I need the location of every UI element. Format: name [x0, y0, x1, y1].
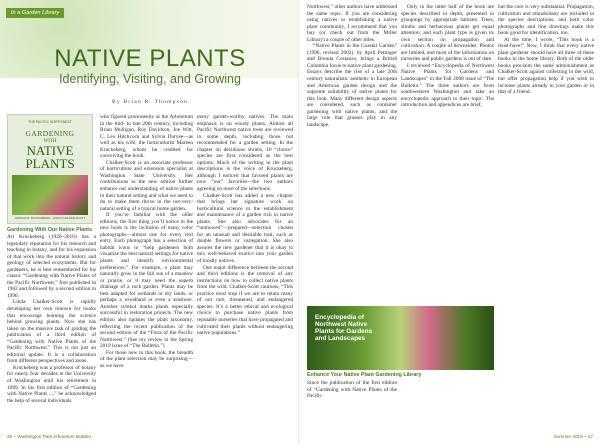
paragraph: “Native Plants in the Coastal Garden” (1996, revised 2002), by April Pettinger and Brenda Costanzo, brings a British Columbia focus to native plant gardening. Essays describe the rise of a late 20th century naturalistic aesthetic in European and American garden design and the supreme suitability of native plants for this look. Many different design aspects are considered, such as container gardening with native plants, and the large role that grasses play in any landscape. — [307, 43, 397, 128]
right-page — [300, 0, 600, 444]
book-cover-line1: GARDENING — [25, 129, 75, 138]
book-cover-region: THE PACIFIC NORTHWEST — [28, 120, 72, 124]
footer-left: 26 ~ Washington Park Arboretum Bulletin — [7, 434, 91, 439]
book-caption: Gardening With Our Native Plants — [7, 227, 93, 233]
paragraph: I reviewed “Encyclopedia of Northwest Native Plants for Gardens and Landscapes” in the Fall 2008 issue of “The Bulletin.” The three authors are from southwestern Washington and take an encyclopedic approach to their topic. The introduction and appendices are brief, — [401, 62, 494, 109]
section-tag: In a Garden Library — [6, 8, 64, 18]
book-cover-authors: ARTHUR R. KRUCKEBERG · LINDA CHALKER-SCOTT — [14, 216, 86, 220]
paragraph: Since the publication of the first edition of “Gardening with Native Plants of the Pacific — [307, 380, 397, 400]
book-photo-encyclopedia — [307, 306, 494, 370]
left-column-1 — [7, 227, 96, 404]
paragraph: Kruckeberg was a professor of botany for nearly four decades at the University of Washington until his retirement in 1989. In his first edition of “Gardening with Native Plants ...,” he acknowledged the help of several individuals — [7, 364, 96, 404]
paragraph: Chalker-Scott has added a new chapter that brings her signature work on horticultural science to the establishment and maintenance of a garden rich in native plants. She also advocates for an “unmowed”—prepared—selection chosen for an unusual and desirable trait, such as double flowers or variegation. She also assures the new gardener that it is okay to mix well-behaved exotics into your garden of mostly natives. — [197, 192, 293, 265]
left-column-2 — [100, 114, 193, 369]
paragraph: Linda Chalker-Scott is rapidly developing her own renown for books that encourage learning the science behind growing plants. Now she has taken on the massive task of guiding the publication of a third edition of “Gardening with Native Plants of the Pacific Northwest.” This is not just an editorial update. It is a collaboration from different perspectives and areas. — [7, 299, 96, 365]
left-column-3 — [197, 114, 293, 337]
footer-right: Summer 2019 ~ 27 — [553, 434, 593, 439]
right-column-1 — [307, 4, 397, 128]
book2-title: Encyclopedia of Northwest Native Plants for Gardens and Landscapes — [315, 314, 373, 342]
paragraph: Art Kruckeberg (1920–2016) has a legendary reputation for his research and teaching in botany, and for his expansion of that work into the natural history and geology of selected ecosystems. But for gardeners, he is best remembered for his classic “Gardening with Native Plants of the Pacific Northwest,” first published in 1982 and followed by a second edition in 1996. — [7, 234, 96, 299]
paragraph: Northwest,” other authors have addressed the same topic. If you are considering using natives or establishing a native plant community, I recommend that you buy (or check out from the Miller Library) a couple of other titles. — [307, 4, 397, 43]
page-title: NATIVE PLANTS — [54, 45, 246, 72]
paragraph: but the core is very substantial. Propagation, cultivation and ethnobotany are included in the species descriptions, and both color photographs and line drawings make this book good for identification, too. — [498, 4, 594, 37]
paragraph: Only in the latter half of the book are species described in depth, presented in groupings by appropriate habitats. Trees, shrubs and herbaceous plants get equal attention, and each plant type is given its own section on propagation and cultivation. A couple of downsides: Photos are limited, and most of the information on nurseries and public gardens is out of date. — [401, 4, 494, 63]
right-caption-text — [307, 380, 397, 400]
book-cover-line2: WITH — [43, 139, 57, 144]
byline: By Brian R. Thompson — [111, 99, 189, 105]
paragraph: Chalker-Scott is an associate professor of horticulture and extension specialist at Washington State University. Her contributions to the new edition further enhance our understanding of native plants in their natural setting and what we need to do to make them thrive in the not-very-natural setting of a typical home garden. — [100, 159, 193, 212]
paragraph: If you’re familiar with the older editions, the first thing you’ll notice in the new book is the inclusion of many color photographs—almost one for every text entry. Each photograph has a selection of habitat icons to “help gardeners both visualize the best natural settings for native plants and identify environmental preferences.” For example, a plant may naturally grow in the full sun of a meadow or prairie, or it may need the superb drainage of a rock garden. Plants may be best adapted for wetlands or dry lands, or perhaps a woodland or even a seashore. Another symbol marks plants especially successful in restoration projects. The new edition also updates the plant taxonomy, reflecting the recent publication of the second edition of the “Flora of the Pacific Northwest.” (See my review in the Spring 2019 issue of “The Bulletin.”) — [100, 212, 193, 350]
paragraph: who figured prominently at the Arboretum in the mid- to late 20th century, including Brian Mulligan, Roy Davidson, Joe Witt, C. Leo Hitchcock and Sylvia Duryee—as well as his wife, the horticulturist Mareen Kruckeberg, whom he credited for conceiving the book. — [100, 114, 193, 160]
right-column-2 — [401, 4, 494, 109]
right-column-3 — [498, 4, 594, 96]
book-cover-line3: NATIVE PLANTS — [25, 143, 75, 171]
paragraph: One major difference between the second and third editions is the removal of any instructions on how to collect native plants from the wild. Chalker-Scott cautions, “This practice must stop if we are to retain many of our rare, threatened, and endangered species. It’s a better ethical and ecological choice to purchase native plants from reputable nurseries that have propagated and cultivated their plants without endangering native populations.” — [197, 264, 293, 337]
paragraph: many garden-worthy natives. The main emphasis is on woody plants. Almost all Pacific Northwest native trees are reviewed in some depth, including those not recommended for a garden setting. In the chapter on deciduous shrubs, 10 “choice” species are first considered as the best options. Much of the writing in the plant descriptions is the voice of Kruckeberg, although I noticed that favored plants are now “our” favorites—the two authors agreeing on most of the selections. — [197, 114, 293, 193]
page-subtitle: Identifying, Visiting, and Growing — [59, 72, 241, 86]
right-caption: Enhance Your Native Plant Gardening Library — [307, 372, 422, 378]
right-caption-block — [307, 372, 494, 379]
book-cover-photo — [12, 175, 88, 215]
paragraph: For those new to this book, the breadth of the plant selection may be surprising—as we have — [100, 349, 193, 369]
book-cover-gardening — [7, 114, 93, 224]
paragraph: At the time, I wrote, “This book is a must-have!” Now, I think that every native plant gardener should have all three of these books in the home library. Both of the older books proclaim the same admonishment as Chalker-Scott against collecting in the wild, but offer propagation help if you wish to increase plants already in your garden or in that of a friend. — [498, 36, 594, 96]
